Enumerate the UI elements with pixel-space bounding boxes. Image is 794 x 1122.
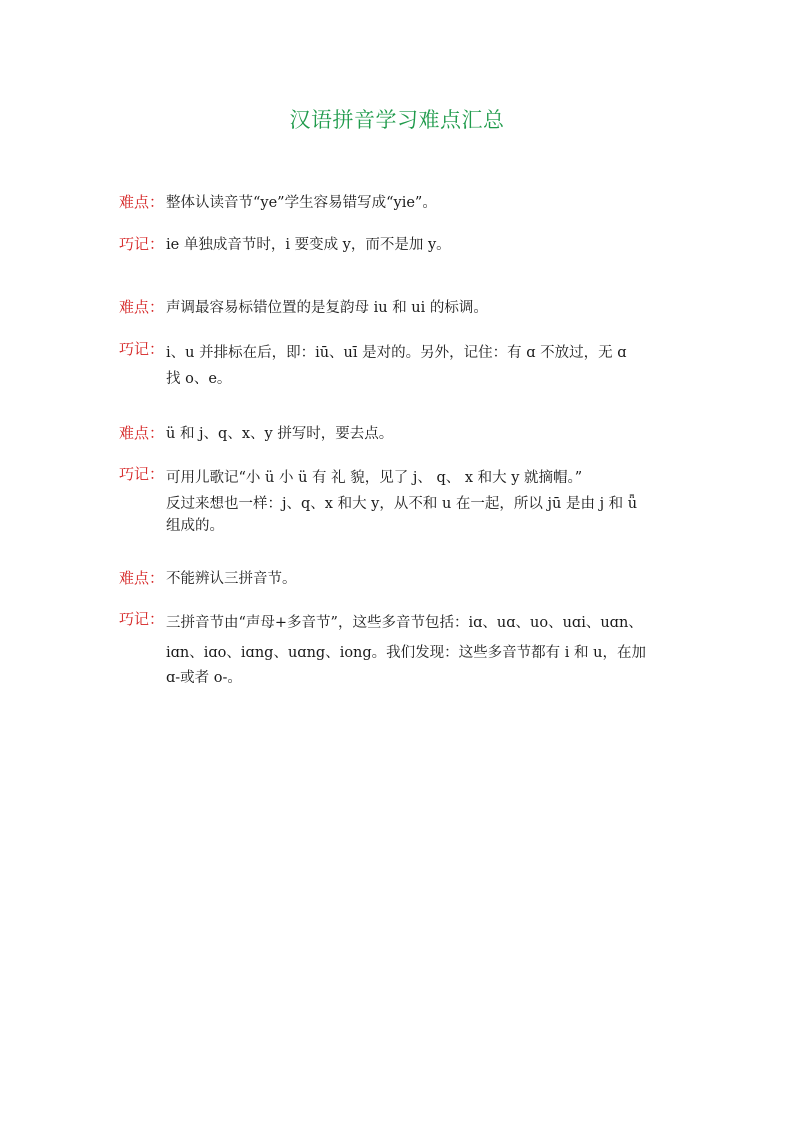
text-line: 三拼音节由“声母+多音节”，这些多音节包括：iɑ、uɑ、uo、uɑi、uɑn、 <box>166 615 643 631</box>
difficulty-entry-2 <box>119 296 679 317</box>
text-line: 整体认读音节“ye”学生容易错写成“yie”。 <box>166 195 437 211</box>
difficulty-entry-1 <box>119 191 679 212</box>
mnemonic-text <box>166 463 679 536</box>
mnemonic-label: 巧记： <box>119 235 165 253</box>
difficulty-text <box>166 422 679 443</box>
mnemonic-label: 巧记： <box>119 340 165 358</box>
text-line: iɑn、iɑo、iɑng、uɑng、iong。我们发现：这些多音节都有 i 和 u，在加 <box>166 645 646 661</box>
difficulty-label: 难点： <box>119 193 165 211</box>
text-line: 组成的。 <box>166 518 224 534</box>
difficulty-entry-4 <box>119 567 679 588</box>
difficulty-text <box>166 296 679 317</box>
mnemonic-entry-3 <box>119 463 679 536</box>
text-line: ɑ-或者 o-。 <box>166 670 242 686</box>
text-line: 找 o、e。 <box>166 371 232 387</box>
text-line: 反过来想也一样：j、q、x 和大 y，从不和 u 在一起，所以 jū 是由 j 和 ǖ <box>166 496 638 512</box>
difficulty-text <box>166 191 679 212</box>
mnemonic-text <box>166 338 679 389</box>
mnemonic-entry-4 <box>119 608 679 688</box>
text-line: 声调最容易标错位置的是复韵母 iu 和 ui 的标调。 <box>166 300 488 316</box>
difficulty-entry-3 <box>119 422 679 443</box>
page-title: 汉语拼音学习难点汇总 <box>289 108 505 132</box>
text-line: ü 和 j、q、x、y 拼写时，要去点。 <box>166 426 394 442</box>
mnemonic-entry-2 <box>119 338 679 389</box>
mnemonic-text <box>166 233 679 254</box>
text-line: 可用儿歌记“小 ü 小 ü 有 礼 貌，见了 j、 q、 x 和大 y 就摘帽。” <box>166 470 583 486</box>
difficulty-label: 难点： <box>119 569 165 587</box>
text-line: i、u 并排标在后，即：iū、uī 是对的。另外，记住：有 ɑ 不放过，无 ɑ <box>166 345 627 361</box>
mnemonic-label: 巧记： <box>119 465 165 483</box>
mnemonic-text <box>166 608 679 688</box>
difficulty-text <box>166 567 679 588</box>
text-line: ie 单独成音节时，i 要变成 y，而不是加 y。 <box>166 237 451 253</box>
text-line: 不能辨认三拼音节。 <box>166 571 297 587</box>
mnemonic-entry-1 <box>119 233 679 254</box>
difficulty-label: 难点： <box>119 424 165 442</box>
difficulty-label: 难点： <box>119 298 165 316</box>
mnemonic-label: 巧记： <box>119 610 165 628</box>
